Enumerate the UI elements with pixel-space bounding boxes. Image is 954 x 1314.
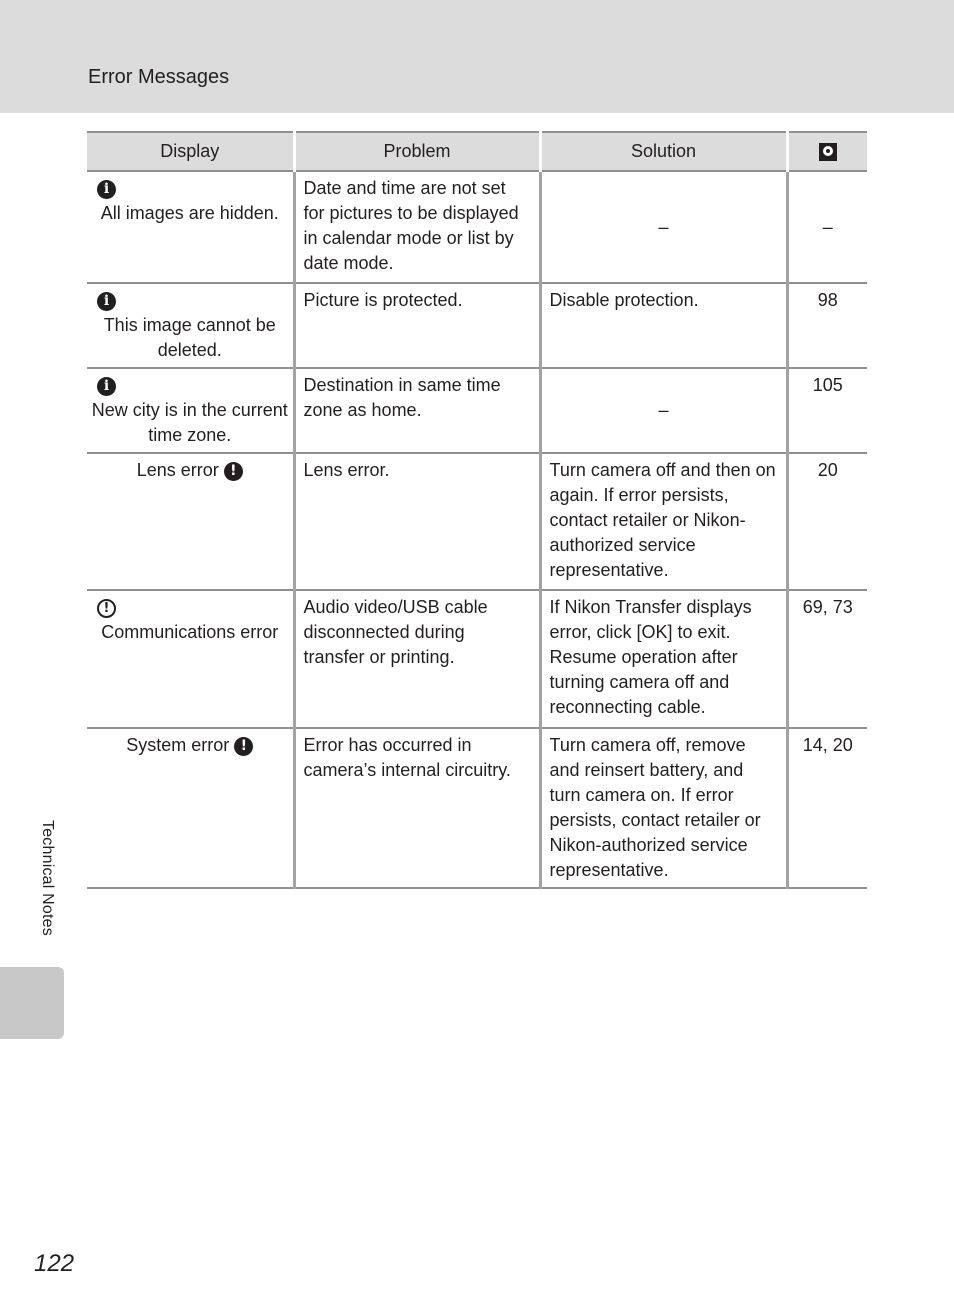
problem-cell: Destination in same time zone as home. <box>294 368 540 453</box>
display-text: Lens error <box>136 460 219 480</box>
table-row <box>87 728 867 888</box>
communication-warning-icon: ! <box>97 599 116 618</box>
solution-cell: Disable protection. <box>540 283 787 368</box>
solution-cell: Turn camera off, remove and reinsert battery, and turn camera on. If error persists, contact retailer or Nikon-authorized service representative. <box>540 728 787 888</box>
solution-cell: If Nikon Transfer displays error, click [OK] to exit. Resume operation after turning camera off and reconnecting cable. <box>540 590 787 728</box>
display-cell <box>87 728 294 888</box>
table-row <box>87 368 867 453</box>
problem-cell: Date and time are not set for pictures to be displayed in calendar mode or list by date mode. <box>294 171 540 283</box>
display-cell <box>87 590 294 728</box>
solution-cell: Turn camera off and then on again. If error persists, contact retailer or Nikon-authorized service representative. <box>540 453 787 590</box>
table-header-row <box>87 132 867 171</box>
display-cell <box>87 283 294 368</box>
info-icon: i <box>97 180 116 199</box>
display-cell <box>87 368 294 453</box>
info-icon: i <box>97 292 116 311</box>
solution-cell: – <box>540 368 787 453</box>
table-row <box>87 453 867 590</box>
header-solution: Solution <box>540 132 787 171</box>
table-row <box>87 590 867 728</box>
display-text: This image cannot be deleted. <box>103 315 276 360</box>
page-reference-icon <box>819 143 837 161</box>
display-text: New city is in the current time zone. <box>91 400 288 445</box>
page-cell: 105 <box>787 368 867 453</box>
display-text: All images are hidden. <box>100 203 279 223</box>
page-number: 122 <box>34 1250 75 1277</box>
page-cell: 20 <box>787 453 867 590</box>
display-text: Communications error <box>101 622 279 642</box>
display-cell <box>87 453 294 590</box>
page-cell: 98 <box>787 283 867 368</box>
header-page-reference <box>787 132 867 171</box>
problem-cell: Picture is protected. <box>294 283 540 368</box>
problem-cell: Audio video/USB cable disconnected during transfer or printing. <box>294 590 540 728</box>
problem-cell: Lens error. <box>294 453 540 590</box>
problem-cell: Error has occurred in camera’s internal circuitry. <box>294 728 540 888</box>
info-icon: i <box>97 377 116 396</box>
page-cell: 69, 73 <box>787 590 867 728</box>
page-cell: – <box>787 171 867 283</box>
warning-icon: ! <box>234 737 253 756</box>
display-text: System error <box>126 735 230 755</box>
section-title: Error Messages <box>88 66 230 88</box>
section-tab <box>0 967 64 1039</box>
solution-cell: – <box>540 171 787 283</box>
header-band <box>0 0 954 113</box>
display-cell <box>87 171 294 283</box>
warning-icon: ! <box>224 462 243 481</box>
error-messages-table <box>87 131 867 889</box>
header-problem: Problem <box>294 132 540 171</box>
table-row <box>87 283 867 368</box>
page-cell: 14, 20 <box>787 728 867 888</box>
section-side-label: Technical Notes <box>39 820 56 936</box>
header-display: Display <box>87 132 294 171</box>
table-row <box>87 171 867 283</box>
